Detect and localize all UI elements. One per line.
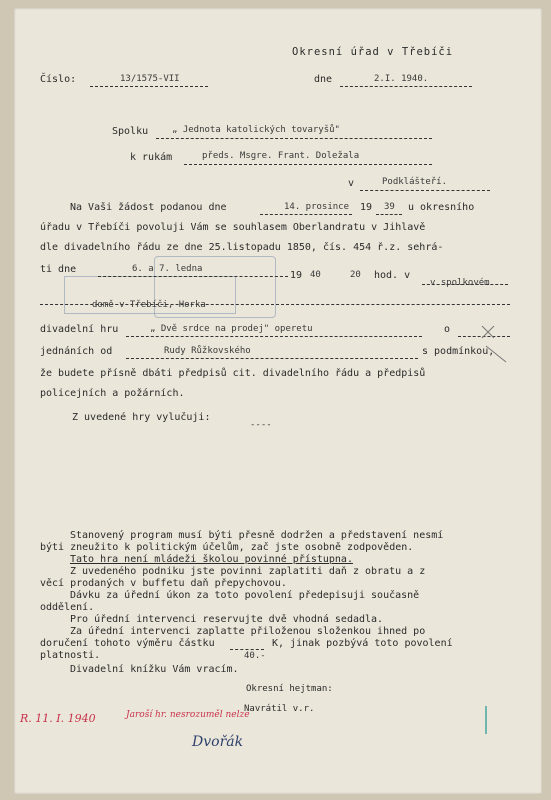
condition-12: Divadelní knížku Vám vracím. — [70, 664, 239, 675]
condition-8: Pro úřední intervenci reservujte dvě vhodná sedadla. — [70, 614, 384, 625]
performance-hod-label: hod. v — [374, 270, 411, 281]
condition-6: Dávku za úřední úkon za toto povolení předepisuji současně — [70, 590, 420, 601]
rukam-label: k rukám — [130, 152, 173, 163]
red-handwritten-note: Jaroší hr. nesrozuměl nelze — [126, 710, 250, 720]
condition-9: Za úřední intervenci zaplatte přiloženou složenkou ihned po — [70, 626, 426, 637]
condition-7: oddělení. — [40, 602, 95, 613]
play-label: divadelní hru — [40, 324, 119, 335]
author-label: jednáních od — [40, 346, 113, 357]
condition-4: Z uvedeného podniku jste povinni zaplatiti daň z obratu a z — [70, 566, 426, 577]
condition-label: s podmínkou, — [422, 346, 495, 357]
condition-2: býti zneužito k politickým účelům, zač jste osobně zodpověden. — [40, 542, 414, 553]
office-heading: Okresní úřad v Třebíči — [292, 46, 454, 58]
condition-10-start: doručení tohoto výměru částku — [40, 638, 215, 649]
body-line-3: dle divadelního řádu ze dne 25.listopadu 1850, čís. 454 ř.z. sehrá- — [40, 242, 444, 253]
performance-time: 20 — [350, 270, 361, 280]
document-sheet — [14, 8, 542, 794]
amount-underline — [230, 649, 264, 650]
performance-year: 40 — [310, 270, 321, 280]
red-handwritten-date: R. 11. I. 1940 — [20, 712, 96, 725]
play-title: „ Dvě srdce na prodej" operetu — [150, 324, 313, 334]
handwritten-signature: Dvořák — [192, 734, 244, 750]
spolku-underline — [156, 138, 432, 139]
performance-century: 19 — [290, 270, 303, 281]
condition-1: Stanovený program musí býti přesně dodržen a představení nesmí — [70, 530, 444, 541]
play-underline — [126, 336, 422, 337]
date-label: dne — [314, 74, 333, 85]
date-value: 2.I. 1940. — [374, 74, 429, 84]
condition-10-end: K, jinak pozbývá toto povolení — [272, 638, 453, 649]
exclusion-label: Z uvedené hry vylučuji: — [72, 412, 211, 423]
author-underline — [126, 358, 418, 359]
place-v-label: v — [348, 178, 355, 189]
condition-5: věcí prodaných v buffetu daň přepychovou. — [40, 578, 287, 589]
place-underline — [360, 190, 490, 191]
body-line-2: úřadu v Třebíči povoluji Vám se souhlasem Oberlandratu v Jihlavě — [40, 222, 426, 233]
request-date-underline — [260, 214, 352, 215]
condition-11: platnosti. — [40, 650, 101, 661]
play-o-label: o — [444, 324, 451, 335]
request-century: 19 — [360, 202, 373, 213]
margin-teal-mark — [480, 704, 492, 738]
signatory-name: Navrátil v.r. — [244, 704, 315, 714]
spolku-label: Spolku — [112, 126, 149, 137]
spolku-value: „ Jednota katolických tovaryšů" — [172, 125, 340, 135]
rukam-underline — [184, 164, 432, 165]
performance-dates: 6. a 7. ledna — [132, 264, 203, 274]
venue-value: domě v Třebíči, Horka — [92, 300, 206, 310]
date-underline — [340, 86, 472, 87]
exclusion-value: ---- — [250, 420, 272, 430]
author-value: Rudy Růžkovského — [164, 346, 251, 356]
body-line-9: policejních a požárních. — [40, 388, 185, 399]
signatory-role: Okresní hejtman: — [246, 684, 333, 694]
request-year: 39 — [384, 202, 395, 212]
number-label: Číslo: — [40, 74, 77, 85]
request-year-underline — [376, 214, 402, 215]
body-line-1: Na Vaši žádost podanou dne — [70, 202, 227, 213]
number-value: 13/1575-VII — [120, 74, 180, 84]
body-line-4-label: ti dne — [40, 264, 77, 275]
performance-dates-underline — [98, 276, 288, 277]
amount-value: 40.- — [244, 651, 266, 661]
margin-pencil-marks — [476, 322, 516, 370]
condition-3: Tato hra není mládeži školou povinné přístupna. — [70, 554, 353, 565]
place-value: Podklášteří. — [382, 177, 448, 187]
body-line-8: že budete přísně dbáti předpisů cit. divadelního řádu a předpisů — [40, 368, 426, 379]
number-underline — [90, 86, 208, 87]
rukam-value: předs. Msgre. Frant. Doležala — [202, 151, 360, 161]
body-line-1-end: u okresního — [408, 202, 475, 213]
request-date: 14. prosince — [284, 202, 350, 212]
performance-place: v spolkovém — [430, 278, 490, 288]
